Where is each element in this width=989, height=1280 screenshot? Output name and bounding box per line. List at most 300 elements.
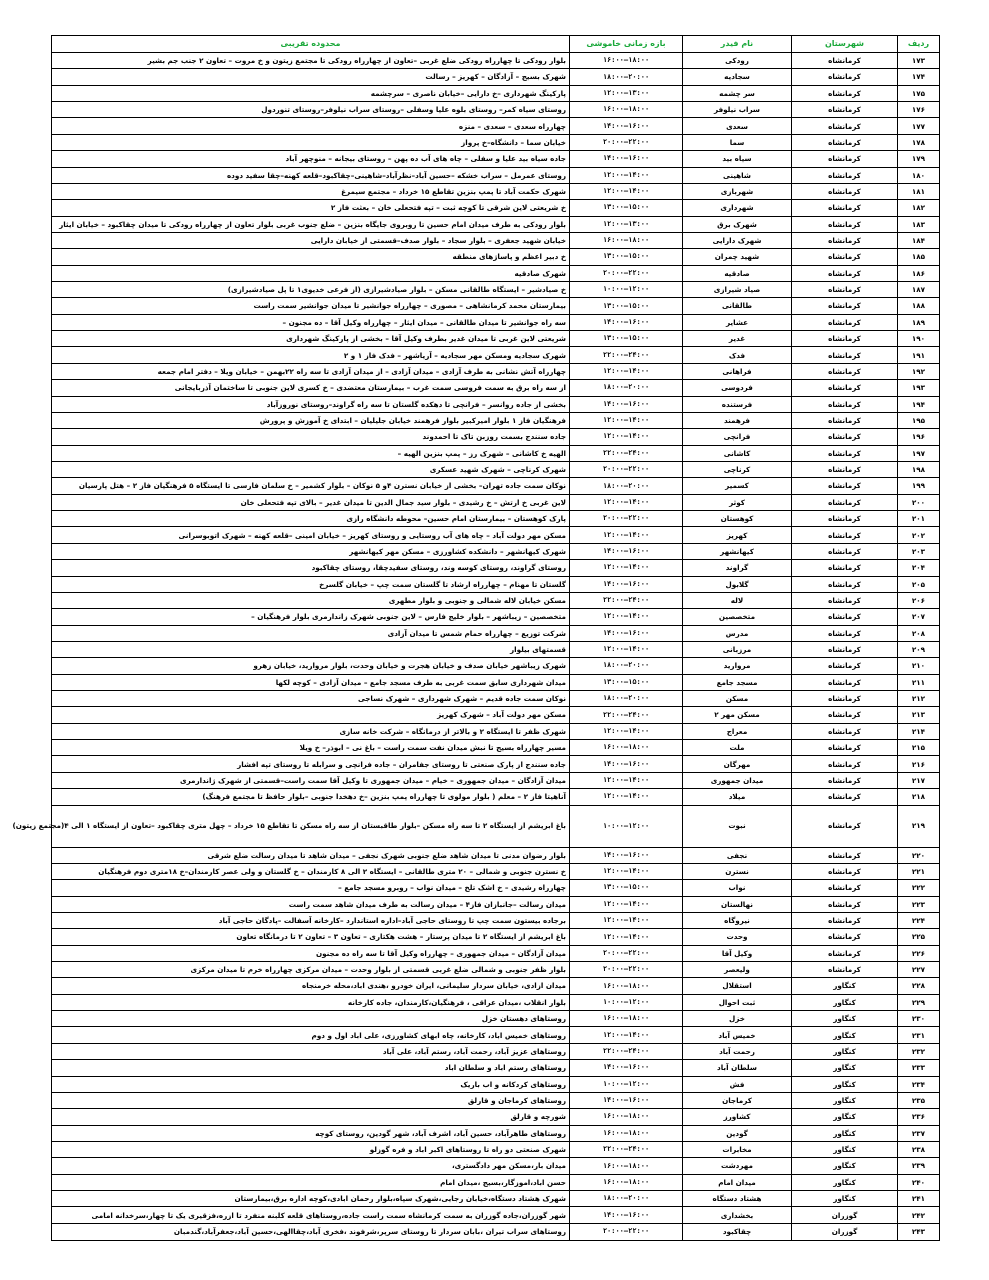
outage-time-cell: ۱۲:۰۰–۱۴:۰۰ (570, 183, 683, 199)
table-row (52, 1060, 940, 1076)
area-cell: چهارراه رشیدی – خ اشک تلخ – میدان نواب – روبرو مسجد جامع – (52, 880, 570, 896)
feeder-name-cell: سما (683, 134, 792, 150)
area-cell: روستاهای کرماجان و قارلق (52, 1092, 570, 1108)
city-cell: کرمانشاه (792, 641, 898, 657)
area-cell: روستاهای طاهرآباد، حسین آباد، اشرف آباد، شهر گودین، روستای کوچه (52, 1125, 570, 1141)
area-cell: شهرک کیهانشهر – دانشکده کشاورزی – مسکن مهر کیهانشهر (52, 543, 570, 559)
outage-time-cell: ۱۳:۰۰–۱۵:۰۰ (570, 298, 683, 314)
area-cell: خیابان شهید جعفری – بلوار سجاد – بلوار صدف–قسمتی از خیابان دارایی (52, 232, 570, 248)
table-row (52, 863, 940, 879)
table-row (52, 789, 940, 805)
city-cell: کرمانشاه (792, 494, 898, 510)
row-number-cell: ۲۰۰ (898, 494, 940, 510)
area-cell: خ دبیر اعظم و پاساژهای منطقه (52, 249, 570, 265)
feeder-name-cell: شهید چمران (683, 249, 792, 265)
city-cell: کرمانشاه (792, 674, 898, 690)
table-row (52, 85, 940, 101)
feeder-name-cell: سعدی (683, 118, 792, 134)
row-number-cell: ۲۳۳ (898, 1060, 940, 1076)
row-number-cell: ۲۱۲ (898, 691, 940, 707)
row-number-cell: ۱۹۴ (898, 396, 940, 412)
outage-time-cell: ۱۲:۰۰–۱۳:۰۰ (570, 216, 683, 232)
feeder-name-cell: بخشداری (683, 1207, 792, 1223)
feeder-name-cell: کوثر (683, 494, 792, 510)
feeder-name-cell: میلاد (683, 789, 792, 805)
outage-time-cell: ۱۴:۰۰–۱۶:۰۰ (570, 118, 683, 134)
outage-time-cell: ۱۶:۰۰–۱۸:۰۰ (570, 1109, 683, 1125)
outage-time-cell: ۱۸:۰۰–۲۰:۰۰ (570, 380, 683, 396)
feeder-name-cell: رحمت آباد (683, 1043, 792, 1059)
outage-time-cell: ۱۴:۰۰–۱۶:۰۰ (570, 1060, 683, 1076)
area-cell: شهرک بسیج – آزادگان – کهریز – رسالت (52, 69, 570, 85)
row-number-cell: ۲۳۰ (898, 1011, 940, 1027)
city-cell: کنگاور (792, 1109, 898, 1125)
area-cell: بلوار ظفر جنوبی و شمالی ضلع غربی قسمتی از بلوار وحدت – میدان مرکزی چهارراه خرم تا میدان مرکزی (52, 962, 570, 978)
feeder-name-cell: چقاکبود (683, 1223, 792, 1240)
area-cell: چهارراه سعدی – سعدی – منزه (52, 118, 570, 134)
feeder-name-cell: فرستنده (683, 396, 792, 412)
feeder-name-cell: معراج (683, 723, 792, 739)
area-cell: شرکت توزیع – چهارراه حمام شمس تا میدان آزادی (52, 625, 570, 641)
feeder-name-cell: کهریز (683, 527, 792, 543)
area-cell: میدان بار،مسکن مهر دادگستری، (52, 1158, 570, 1174)
table-row (52, 1191, 940, 1207)
outage-time-cell: ۱۶:۰۰–۱۸:۰۰ (570, 102, 683, 118)
table-row (52, 265, 940, 281)
outage-time-cell: ۱۴:۰۰–۱۶:۰۰ (570, 396, 683, 412)
row-number-cell: ۲۱۳ (898, 707, 940, 723)
area-cell: جاده سنندج از پارک صنعتی تا روستای جفامران – جاده فرانچی و سرابله تا روستای تپه افشار (52, 756, 570, 772)
table-row (52, 232, 940, 248)
area-cell: پارکینگ شهرداری –خ دارایی –خیابان ناصری – سرچشمه (52, 85, 570, 101)
table-row (52, 1076, 940, 1092)
table-row (52, 978, 940, 994)
row-number-cell: ۲۲۶ (898, 945, 940, 961)
table-row (52, 1125, 940, 1141)
outage-time-cell: ۱۲:۰۰–۱۴:۰۰ (570, 429, 683, 445)
area-cell: حسن اباد،اموزگار،بسیج ،میدان امام (52, 1174, 570, 1190)
feeder-name-cell: شاهینی (683, 167, 792, 183)
city-cell: کرمانشاه (792, 461, 898, 477)
area-cell: میدان شهرداری سابق سمت غربی به طرف مسجد جامع – میدان آزادی – کوچه لکها (52, 674, 570, 690)
row-number-cell: ۱۸۳ (898, 216, 940, 232)
row-number-cell: ۲۳۶ (898, 1109, 940, 1125)
row-number-cell: ۱۸۹ (898, 314, 940, 330)
area-cell: روستاهای کردکانه و اب باریک (52, 1076, 570, 1092)
table-row (52, 707, 940, 723)
row-number-cell: ۱۷۶ (898, 102, 940, 118)
feeder-name-cell: شهرداری (683, 200, 792, 216)
row-number-cell: ۲۳۷ (898, 1125, 940, 1141)
outage-time-cell: ۲۲:۰۰–۲۴:۰۰ (570, 445, 683, 461)
feeder-name-cell: نجفی (683, 847, 792, 863)
feeder-name-cell: نسترن (683, 863, 792, 879)
feeder-name-cell: صیاد شیرازی (683, 282, 792, 298)
outage-time-cell: ۱۰:۰۰–۱۲:۰۰ (570, 994, 683, 1010)
table-row (52, 641, 940, 657)
outage-time-cell: ۱۰:۰۰–۱۲:۰۰ (570, 1076, 683, 1092)
outage-time-cell: ۱۲:۰۰–۱۴:۰۰ (570, 929, 683, 945)
row-number-cell: ۲۳۵ (898, 1092, 940, 1108)
row-number-cell: ۱۷۴ (898, 69, 940, 85)
table-row (52, 1207, 940, 1223)
table-row (52, 396, 940, 412)
header-feeder: نام فیدر (683, 36, 792, 53)
area-cell: مسیر چهارراه بسیج تا نبش میدان نفت سمت راست – باغ نی – ابوذر– خ ویلا (52, 740, 570, 756)
area-cell: فرهنگیان فاز ۱ بلوار امیرکبیر بلوار فرهمند خیابان جلیلیان – ابتدای خ آموزش و پرورش (52, 412, 570, 428)
row-number-cell: ۲۰۵ (898, 576, 940, 592)
outage-time-cell: ۱۲:۰۰–۱۴:۰۰ (570, 494, 683, 510)
row-number-cell: ۲۱۱ (898, 674, 940, 690)
feeder-name-cell: شهربازی (683, 183, 792, 199)
table-row (52, 216, 940, 232)
area-cell: میدان آزادگان – میدان جمهوری – خیام – میدان جمهوری تا وکیل آقا سمت راست–قسمتی از شهرک ژاندارمری (52, 772, 570, 788)
row-number-cell: ۲۱۴ (898, 723, 940, 739)
outage-time-cell: ۱۶:۰۰–۱۸:۰۰ (570, 1158, 683, 1174)
city-cell: کرمانشاه (792, 863, 898, 879)
feeder-name-cell: وحدت (683, 929, 792, 945)
city-cell: کرمانشاه (792, 740, 898, 756)
city-cell: کرمانشاه (792, 543, 898, 559)
feeder-name-cell: سر چشمه (683, 85, 792, 101)
row-number-cell: ۱۸۱ (898, 183, 940, 199)
feeder-name-cell: صادقیه (683, 265, 792, 281)
row-number-cell: ۲۲۳ (898, 896, 940, 912)
city-cell: کرمانشاه (792, 265, 898, 281)
row-number-cell: ۲۱۰ (898, 658, 940, 674)
city-cell: کرمانشاه (792, 429, 898, 445)
city-cell: کنگاور (792, 1125, 898, 1141)
table-row (52, 994, 940, 1010)
city-cell: کرمانشاه (792, 102, 898, 118)
outage-time-cell: ۲۰:۰۰–۲۲:۰۰ (570, 1223, 683, 1240)
table-row (52, 576, 940, 592)
outage-time-cell: ۲۰:۰۰–۲۲:۰۰ (570, 461, 683, 477)
city-cell: کرمانشاه (792, 560, 898, 576)
city-cell: کرمانشاه (792, 912, 898, 928)
outage-time-cell: ۱۲:۰۰–۱۴:۰۰ (570, 912, 683, 928)
area-cell: روستای گراوند، روستای کوسه وند، روستای سفیدچقا، روستای چقاکبود (52, 560, 570, 576)
area-cell: خیابان سما – دانشگاه–خ پرواز (52, 134, 570, 150)
area-cell: نوکان سمت جاده تهران– بخشی از خیابان نسترن ۴و ۵ نوکان – بلوار کشمیر – خ سلمان فارسی تا ایستگاه ۵ فرهنگیان فاز ۲ – هتل پارسیان (52, 478, 570, 494)
table-row (52, 298, 940, 314)
outage-time-cell: ۱۲:۰۰–۱۴:۰۰ (570, 789, 683, 805)
outage-time-cell: ۱۸:۰۰–۲۰:۰۰ (570, 1191, 683, 1207)
header-row-number: ردیف (898, 36, 940, 53)
row-number-cell: ۱۹۲ (898, 363, 940, 379)
table-row (52, 912, 940, 928)
feeder-name-cell: گلابول (683, 576, 792, 592)
feeder-name-cell: مسجد جامع (683, 674, 792, 690)
table-row (52, 461, 940, 477)
feeder-name-cell: وکیل آقا (683, 945, 792, 961)
row-number-cell: ۲۰۱ (898, 511, 940, 527)
city-cell: کرمانشاه (792, 216, 898, 232)
row-number-cell: ۲۱۸ (898, 789, 940, 805)
row-number-cell: ۲۱۹ (898, 805, 940, 847)
area-cell: گلستان تا مهنام – چهارراه ارشاد تا گلستان سمت چپ – خیابان گلسرخ (52, 576, 570, 592)
area-cell: باغ ابریشم از ایستگاه ۲ تا سه راه مسکن –بلوار طاقبستان از سه راه مسکن تا تقاطع ۱۵ خرداد – چهل متری چقاکبود –تعاون از ایستگاه ۱ الی ۴(مجتمع زیتون) (52, 805, 570, 847)
outage-time-cell: ۱۲:۰۰–۱۴:۰۰ (570, 609, 683, 625)
row-number-cell: ۱۸۴ (898, 232, 940, 248)
outage-time-cell: ۱۸:۰۰–۲۰:۰۰ (570, 478, 683, 494)
row-number-cell: ۲۴۰ (898, 1174, 940, 1190)
table-header-row (52, 36, 940, 53)
table-row (52, 625, 940, 641)
outage-time-cell: ۱۲:۰۰–۱۴:۰۰ (570, 896, 683, 912)
outage-time-cell: ۱۶:۰۰–۱۸:۰۰ (570, 1011, 683, 1027)
table-row (52, 511, 940, 527)
city-cell: کنگاور (792, 994, 898, 1010)
feeder-name-cell: شهرک دارایی (683, 232, 792, 248)
city-cell: کرمانشاه (792, 576, 898, 592)
feeder-name-cell: کاشانی (683, 445, 792, 461)
feeder-name-cell: فش (683, 1076, 792, 1092)
table-row (52, 772, 940, 788)
outage-time-cell: ۱۴:۰۰–۱۶:۰۰ (570, 1207, 683, 1223)
city-cell: کنگاور (792, 1191, 898, 1207)
table-row (52, 527, 940, 543)
area-cell: نوکان سمت جاده قدیم – شهرک شهرداری – شهرک نساجی (52, 691, 570, 707)
feeder-name-cell: متخصصین (683, 609, 792, 625)
feeder-name-cell: ولیعصر (683, 962, 792, 978)
area-cell: بخشی از جاده روانسر – فرانچی تا دهکده گلستان تا سه راه گراوند–روستای نوروزآباد (52, 396, 570, 412)
city-cell: کرمانشاه (792, 478, 898, 494)
outage-time-cell: ۲۰:۰۰–۲۲:۰۰ (570, 134, 683, 150)
table-row (52, 183, 940, 199)
row-number-cell: ۱۷۸ (898, 134, 940, 150)
row-number-cell: ۲۲۸ (898, 978, 940, 994)
outage-time-cell: ۱۲:۰۰–۱۴:۰۰ (570, 772, 683, 788)
city-cell: گوزران (792, 1207, 898, 1223)
table-row (52, 102, 940, 118)
header-outage-time: بازه زمانی خاموشی (570, 36, 683, 53)
area-cell: مسکن مهر دولت آباد – چاه های آب روستایی و روستای کهریز – خیابان امینی –قلعه کهنه – شهرک اتوبوسرانی (52, 527, 570, 543)
city-cell: کرمانشاه (792, 691, 898, 707)
feeder-name-cell: فرانچی (683, 429, 792, 445)
outage-time-cell: ۲۲:۰۰–۲۴:۰۰ (570, 1043, 683, 1059)
outage-time-cell: ۱۴:۰۰–۱۶:۰۰ (570, 756, 683, 772)
area-cell: روستاهای عزیز آباد، رحمت آباد، رستم آباد، علی آباد (52, 1043, 570, 1059)
city-cell: کرمانشاه (792, 282, 898, 298)
row-number-cell: ۲۲۵ (898, 929, 940, 945)
outage-time-cell: ۱۴:۰۰–۱۶:۰۰ (570, 314, 683, 330)
area-cell: شهرک کرناچی – شهرک شهید عسکری (52, 461, 570, 477)
city-cell: کرمانشاه (792, 511, 898, 527)
city-cell: کرمانشاه (792, 945, 898, 961)
table-row (52, 118, 940, 134)
outage-time-cell: ۱۶:۰۰–۱۸:۰۰ (570, 978, 683, 994)
table-row (52, 429, 940, 445)
feeder-name-cell: عشایر (683, 314, 792, 330)
table-row (52, 609, 940, 625)
area-cell: شهرک صنعتی دو راه تا روستاهای اکبر اباد و فره گوزلو (52, 1142, 570, 1158)
row-number-cell: ۲۳۱ (898, 1027, 940, 1043)
area-cell: جاده سنندج بسمت روزبن تاک تا احمدوند (52, 429, 570, 445)
row-number-cell: ۲۲۰ (898, 847, 940, 863)
city-cell: کنگاور (792, 1174, 898, 1190)
area-cell: شریعتی لاین غربی تا میدان غدیر بطرف وکیل آقا – بخشی از پارکینگ شهرداری (52, 331, 570, 347)
outage-time-cell: ۱۰:۰۰–۱۲:۰۰ (570, 282, 683, 298)
row-number-cell: ۱۸۶ (898, 265, 940, 281)
row-number-cell: ۲۱۵ (898, 740, 940, 756)
feeder-name-cell: طالقانی (683, 298, 792, 314)
table-row (52, 723, 940, 739)
row-number-cell: ۱۹۷ (898, 445, 940, 461)
feeder-name-cell: سجادیه (683, 69, 792, 85)
city-cell: کنگاور (792, 1076, 898, 1092)
outage-time-cell: ۱۳:۰۰–۱۵:۰۰ (570, 674, 683, 690)
table-row (52, 445, 940, 461)
outage-time-cell: ۱۸:۰۰–۲۰:۰۰ (570, 691, 683, 707)
area-cell: پارک کوهستان – بیمارستان امام حسین– محوطه دانشگاه رازی (52, 511, 570, 527)
city-cell: کرمانشاه (792, 151, 898, 167)
row-number-cell: ۲۳۸ (898, 1142, 940, 1158)
outage-time-cell: ۲۲:۰۰–۲۴:۰۰ (570, 592, 683, 608)
outage-time-cell: ۱۶:۰۰–۱۸:۰۰ (570, 232, 683, 248)
area-cell: شهرک صادقیه (52, 265, 570, 281)
table-row (52, 1174, 940, 1190)
outage-time-cell: ۱۳:۰۰–۱۵:۰۰ (570, 200, 683, 216)
row-number-cell: ۲۲۱ (898, 863, 940, 879)
city-cell: کرمانشاه (792, 396, 898, 412)
table-row (52, 805, 940, 847)
outage-schedule-page (12, 35, 939, 1241)
outage-time-cell: ۱۴:۰۰–۱۶:۰۰ (570, 625, 683, 641)
feeder-name-cell: لاله (683, 592, 792, 608)
feeder-name-cell: مدرس (683, 625, 792, 641)
row-number-cell: ۲۱۷ (898, 772, 940, 788)
table-row (52, 896, 940, 912)
table-row (52, 1223, 940, 1240)
city-cell: کرمانشاه (792, 847, 898, 863)
row-number-cell: ۱۸۷ (898, 282, 940, 298)
row-number-cell: ۲۰۴ (898, 560, 940, 576)
area-cell: از سه راه برق به سمت فروسی سمت غرب – بیمارستان معتضدی – خ کسری لاین جنوبی تا ساختمان آذربایجانی (52, 380, 570, 396)
outage-time-cell: ۱۶:۰۰–۱۸:۰۰ (570, 740, 683, 756)
row-number-cell: ۱۸۰ (898, 167, 940, 183)
city-cell: کرمانشاه (792, 756, 898, 772)
outage-time-cell: ۱۴:۰۰–۱۶:۰۰ (570, 1092, 683, 1108)
area-cell: میدان رسالت –جانبازان فاز۴ – میدان رسالت به طرف میدان شاهد سمت راست (52, 896, 570, 912)
city-cell: کرمانشاه (792, 85, 898, 101)
table-row (52, 1092, 940, 1108)
city-cell: کنگاور (792, 1142, 898, 1158)
area-cell: بلوار رودکی به طرف میدان امام حسین تا روبروی جایگاه بنزین – ضلع جنوب غربی بلوار تعاون از چهارراه رودکی تا میدان چقاکبود – خیابان ایثار (52, 216, 570, 232)
feeder-name-cell: استقلال (683, 978, 792, 994)
table-row (52, 962, 940, 978)
table-row (52, 1109, 940, 1125)
outage-time-cell: ۱۲:۰۰–۱۴:۰۰ (570, 412, 683, 428)
area-cell: الهیه خ کاشانی – شهرک رز – پمپ بنزین الهیه – (52, 445, 570, 461)
row-number-cell: ۱۷۳ (898, 53, 940, 69)
area-cell: قسمتهای بیلوار (52, 641, 570, 657)
table-row (52, 200, 940, 216)
city-cell: کنگاور (792, 1027, 898, 1043)
feeder-name-cell: ملت (683, 740, 792, 756)
row-number-cell: ۱۹۰ (898, 331, 940, 347)
outage-time-cell: ۲۰:۰۰–۲۲:۰۰ (570, 962, 683, 978)
area-cell: سه راه جوانشیر تا میدان طالقانی – میدان ایثار – چهارراه وکیل آقا – ده مجنون – (52, 314, 570, 330)
table-row (52, 363, 940, 379)
city-cell: کرمانشاه (792, 347, 898, 363)
outage-time-cell: ۲۰:۰۰–۲۲:۰۰ (570, 265, 683, 281)
city-cell: کنگاور (792, 1092, 898, 1108)
city-cell: کرمانشاه (792, 298, 898, 314)
table-row (52, 691, 940, 707)
area-cell: جاده سیاه بید علیا و سفلی – چاه های آب ده پهن – روستای بیجانه – منوچهر آباد (52, 151, 570, 167)
table-row (52, 347, 940, 363)
table-row (52, 658, 940, 674)
feeder-name-cell: نبوت (683, 805, 792, 847)
outage-time-cell: ۱۴:۰۰–۱۶:۰۰ (570, 151, 683, 167)
area-cell: شورچه و قارلق (52, 1109, 570, 1125)
feeder-name-cell: فرهمند (683, 412, 792, 428)
area-cell: شهر گوزران،جاده گوزران به سمت کرمانشاه سمت راست جاده،روستاهای قلعه کلبنه منفرد تا ازره،فزقیری یک تا چهار،سرخدانه امامی (52, 1207, 570, 1223)
area-cell: میدان آزادگان – میدان جمهوری – چهارراه وکیل آقا تا سه راه ده مجنون (52, 945, 570, 961)
city-cell: کنگاور (792, 1011, 898, 1027)
feeder-name-cell: کوهستان (683, 511, 792, 527)
city-cell: کرمانشاه (792, 249, 898, 265)
outage-time-cell: ۲۲:۰۰–۲۴:۰۰ (570, 347, 683, 363)
area-cell: شهرک هشتاد دستگاه،خیابان رجایی،شهرک سپاه،بلوار رحمان ابادی،کوچه اداره برق،بیمارستان (52, 1191, 570, 1207)
outage-time-cell: ۱۲:۰۰–۱۴:۰۰ (570, 1027, 683, 1043)
area-cell: شهرک سجادیه ومسکن مهر سجادیه – آریاشهر – فدک فاز ۱ و ۲ (52, 347, 570, 363)
table-row (52, 69, 940, 85)
header-city: شهرستان (792, 36, 898, 53)
table-row (52, 945, 940, 961)
city-cell: کرمانشاه (792, 592, 898, 608)
city-cell: کرمانشاه (792, 314, 898, 330)
area-cell: روستاهای سراب تیران ،بابان سردار تا روستای سرپر،شرفوند ،فخری آباد،چقاالهی،حسین آباد،جعفرآباد،گندمبان (52, 1223, 570, 1240)
area-cell: باغ ابریشم از ایستگاه ۲ تا میدان پرستار – هشت هکتاری – تعاون ۳ – تعاون ۲ تا درمانگاه تعاون (52, 929, 570, 945)
row-number-cell: ۱۹۵ (898, 412, 940, 428)
row-number-cell: ۲۰۸ (898, 625, 940, 641)
city-cell: کرمانشاه (792, 167, 898, 183)
feeder-name-cell: گودین (683, 1125, 792, 1141)
row-number-cell: ۱۸۲ (898, 200, 940, 216)
table-row (52, 880, 940, 896)
feeder-name-cell: نیروگاه (683, 912, 792, 928)
outage-time-cell: ۱۶:۰۰–۱۸:۰۰ (570, 53, 683, 69)
outage-time-cell: ۲۲:۰۰–۲۴:۰۰ (570, 707, 683, 723)
row-number-cell: ۲۰۷ (898, 609, 940, 625)
city-cell: کرمانشاه (792, 625, 898, 641)
area-cell: بیمارستان محمد کرمانشاهی – مصوری – چهارراه جوانشیر تا میدان جوانشیر سمت راست (52, 298, 570, 314)
outage-time-cell: ۱۶:۰۰–۱۸:۰۰ (570, 1174, 683, 1190)
city-cell: کرمانشاه (792, 962, 898, 978)
city-cell: کنگاور (792, 1060, 898, 1076)
table-row (52, 151, 940, 167)
outage-time-cell: ۱۸:۰۰–۲۰:۰۰ (570, 658, 683, 674)
row-number-cell: ۱۷۵ (898, 85, 940, 101)
area-cell: متخصصین – زیباشهر – بلوار خلیج فارس – لاین جنوبی شهرک زاندارمری بلوار فرهنگیان – (52, 609, 570, 625)
row-number-cell: ۲۲۲ (898, 880, 940, 896)
feeder-name-cell: خمیس آباد (683, 1027, 792, 1043)
feeder-name-cell: مسکن (683, 691, 792, 707)
row-number-cell: ۱۷۹ (898, 151, 940, 167)
feeder-name-cell: گراوند (683, 560, 792, 576)
city-cell: کرمانشاه (792, 896, 898, 912)
outage-time-cell: ۲۲:۰۰–۲۴:۰۰ (570, 1142, 683, 1158)
feeder-name-cell: غدیر (683, 331, 792, 347)
table-row (52, 412, 940, 428)
outage-time-cell: ۱۲:۰۰–۱۴:۰۰ (570, 167, 683, 183)
feeder-name-cell: نواب (683, 880, 792, 896)
area-cell: روستاهای رستم اباد و سلطان اباد (52, 1060, 570, 1076)
table-row (52, 478, 940, 494)
feeder-name-cell: مخابرات (683, 1142, 792, 1158)
